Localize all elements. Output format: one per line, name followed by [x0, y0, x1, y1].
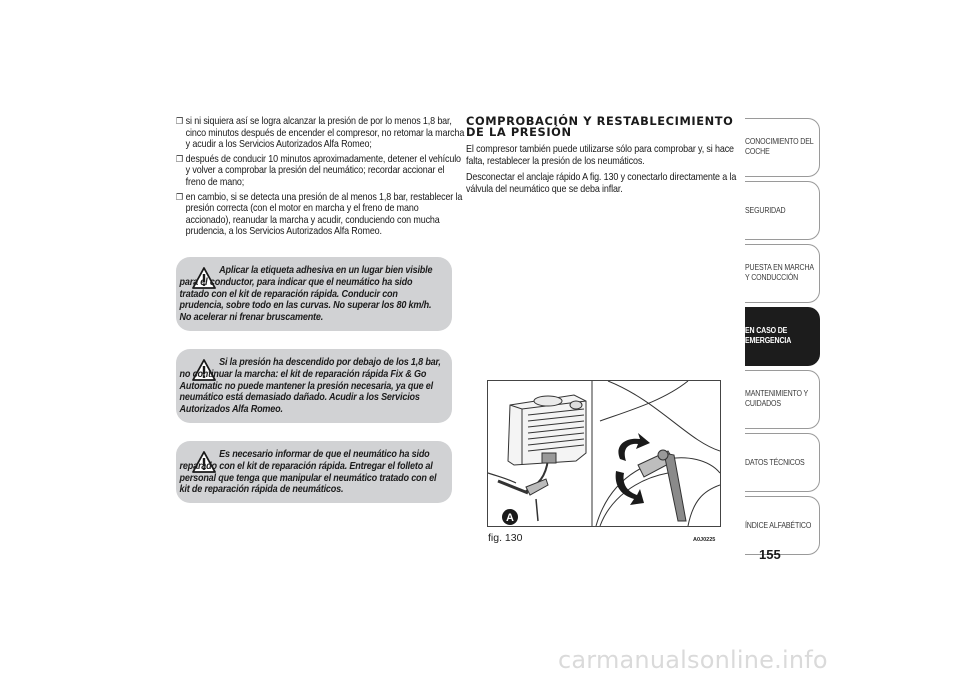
tab-label: Y CONDUCCIÓN: [745, 271, 799, 282]
bullet-text: si ni siquiera así se logra alcanzar la presión de por lo menos 1,8 bar, cinco minutos después de encender el compresor, no retomar la marcha y acudir a los Servicios Autorizados Alfa Romeo;: [185, 116, 465, 151]
page-number: 155: [759, 547, 781, 562]
tab-label: SEGURIDAD: [745, 205, 786, 215]
tab-label: DATOS TÉCNICOS: [745, 457, 805, 467]
section-column: [466, 116, 742, 200]
warning-box: [176, 257, 452, 331]
bullet-text: después de conducir 10 minutos aproximadamente, detener el vehículo y volver a comprobar la presión del neumático; recordar accionar el freno de mano;: [185, 153, 461, 188]
heading-line: DE LA PRESIÓN: [466, 125, 572, 139]
tab-conocimiento-del-coche[interactable]: [745, 118, 820, 177]
checkbox-bullet-icon: ❒: [176, 153, 183, 164]
warning-text: Es necesario informar de que el neumático ha sido reparado con el kit de reparación rápida. Entregar el folleto al personal que tenga que manipular el neumático tratado con el kit de reparación rápida de neumáticos.: [179, 449, 437, 496]
warning-box: [176, 349, 452, 423]
list-item: [176, 154, 466, 189]
bullet-column: [176, 116, 465, 241]
tab-label: CONOCIMIENTO DEL: [745, 136, 814, 146]
warning-text: Aplicar la etiqueta adhesiva en un lugar bien visible para el conductor, para indicar que el neumático ha sido tratado con el kit de reparación rápida. Conducir con prudencia, sobre todo en las curvas. No superar los 80 km/h. No acelerar ni frenar bruscamente.: [179, 265, 433, 324]
chapter-tabs: [745, 118, 820, 559]
figure-label-a: A: [506, 512, 514, 524]
paragraph: El compresor también puede utilizarse sólo para comprobar y, si hace falta, restablecer la presión de los neumáticos.: [466, 144, 734, 167]
tab-datos-tecnicos[interactable]: [745, 433, 820, 492]
bullet-text: en cambio, si se detecta una presión de al menos 1,8 bar, restablecer la presión correcta (con el motor en marcha y el freno de mano accionado), reanudar la marcha y acudir, conduciendo con mucha prudencia, a los Servicios Autorizados Alfa Romeo.: [185, 191, 463, 238]
tab-label: MANTENIMIENTO Y: [745, 388, 809, 398]
checkbox-bullet-icon: ❒: [176, 116, 183, 126]
compressor-illustration: [488, 381, 720, 526]
tab-label: EN CASO DE: [745, 325, 788, 335]
tab-label: ÍNDICE ALFABÉTICO: [745, 520, 812, 530]
section-heading: [466, 116, 742, 138]
checkbox-bullet-icon: ❒: [176, 191, 183, 202]
warning-text: Si la presión ha descendido por debajo de los 1,8 bar, no continuar la marcha: el kit de reparación rápida Fix & Go Automatic no puede mantener la presión necesaria, ya que el neumático está demasiado dañado. Acudir a los Servicios Autorizados Alfa Romeo.: [179, 357, 441, 416]
tab-mantenimiento[interactable]: [745, 370, 820, 429]
heading-line: COMPROBACIÓN Y RESTABLECIMIENTO: [466, 114, 734, 128]
tab-label: EMERGENCIA: [745, 334, 792, 345]
figure-code: A0J0225: [693, 537, 716, 543]
bullet-list: [176, 116, 465, 238]
tab-label: CUIDADOS: [745, 397, 781, 408]
figure-illustration: [487, 380, 721, 527]
warning-box: [176, 441, 452, 503]
tab-label: PUESTA EN MARCHA: [745, 262, 814, 272]
tab-label: COCHE: [745, 145, 770, 156]
tab-puesta-en-marcha[interactable]: [745, 244, 820, 303]
tab-seguridad[interactable]: [745, 181, 820, 240]
figure-caption: fig. 130: [488, 532, 523, 544]
watermark: carmanualsonline.info: [558, 646, 828, 674]
list-item: [176, 192, 466, 238]
tab-en-caso-de-emergencia[interactable]: [745, 307, 820, 366]
tab-indice-alfabetico[interactable]: [745, 496, 820, 555]
list-item: [176, 116, 466, 151]
paragraph: Desconectar el anclaje rápido A fig. 130 y conectarlo directamente a la válvula del neumático que se deba inflar.: [466, 172, 737, 195]
